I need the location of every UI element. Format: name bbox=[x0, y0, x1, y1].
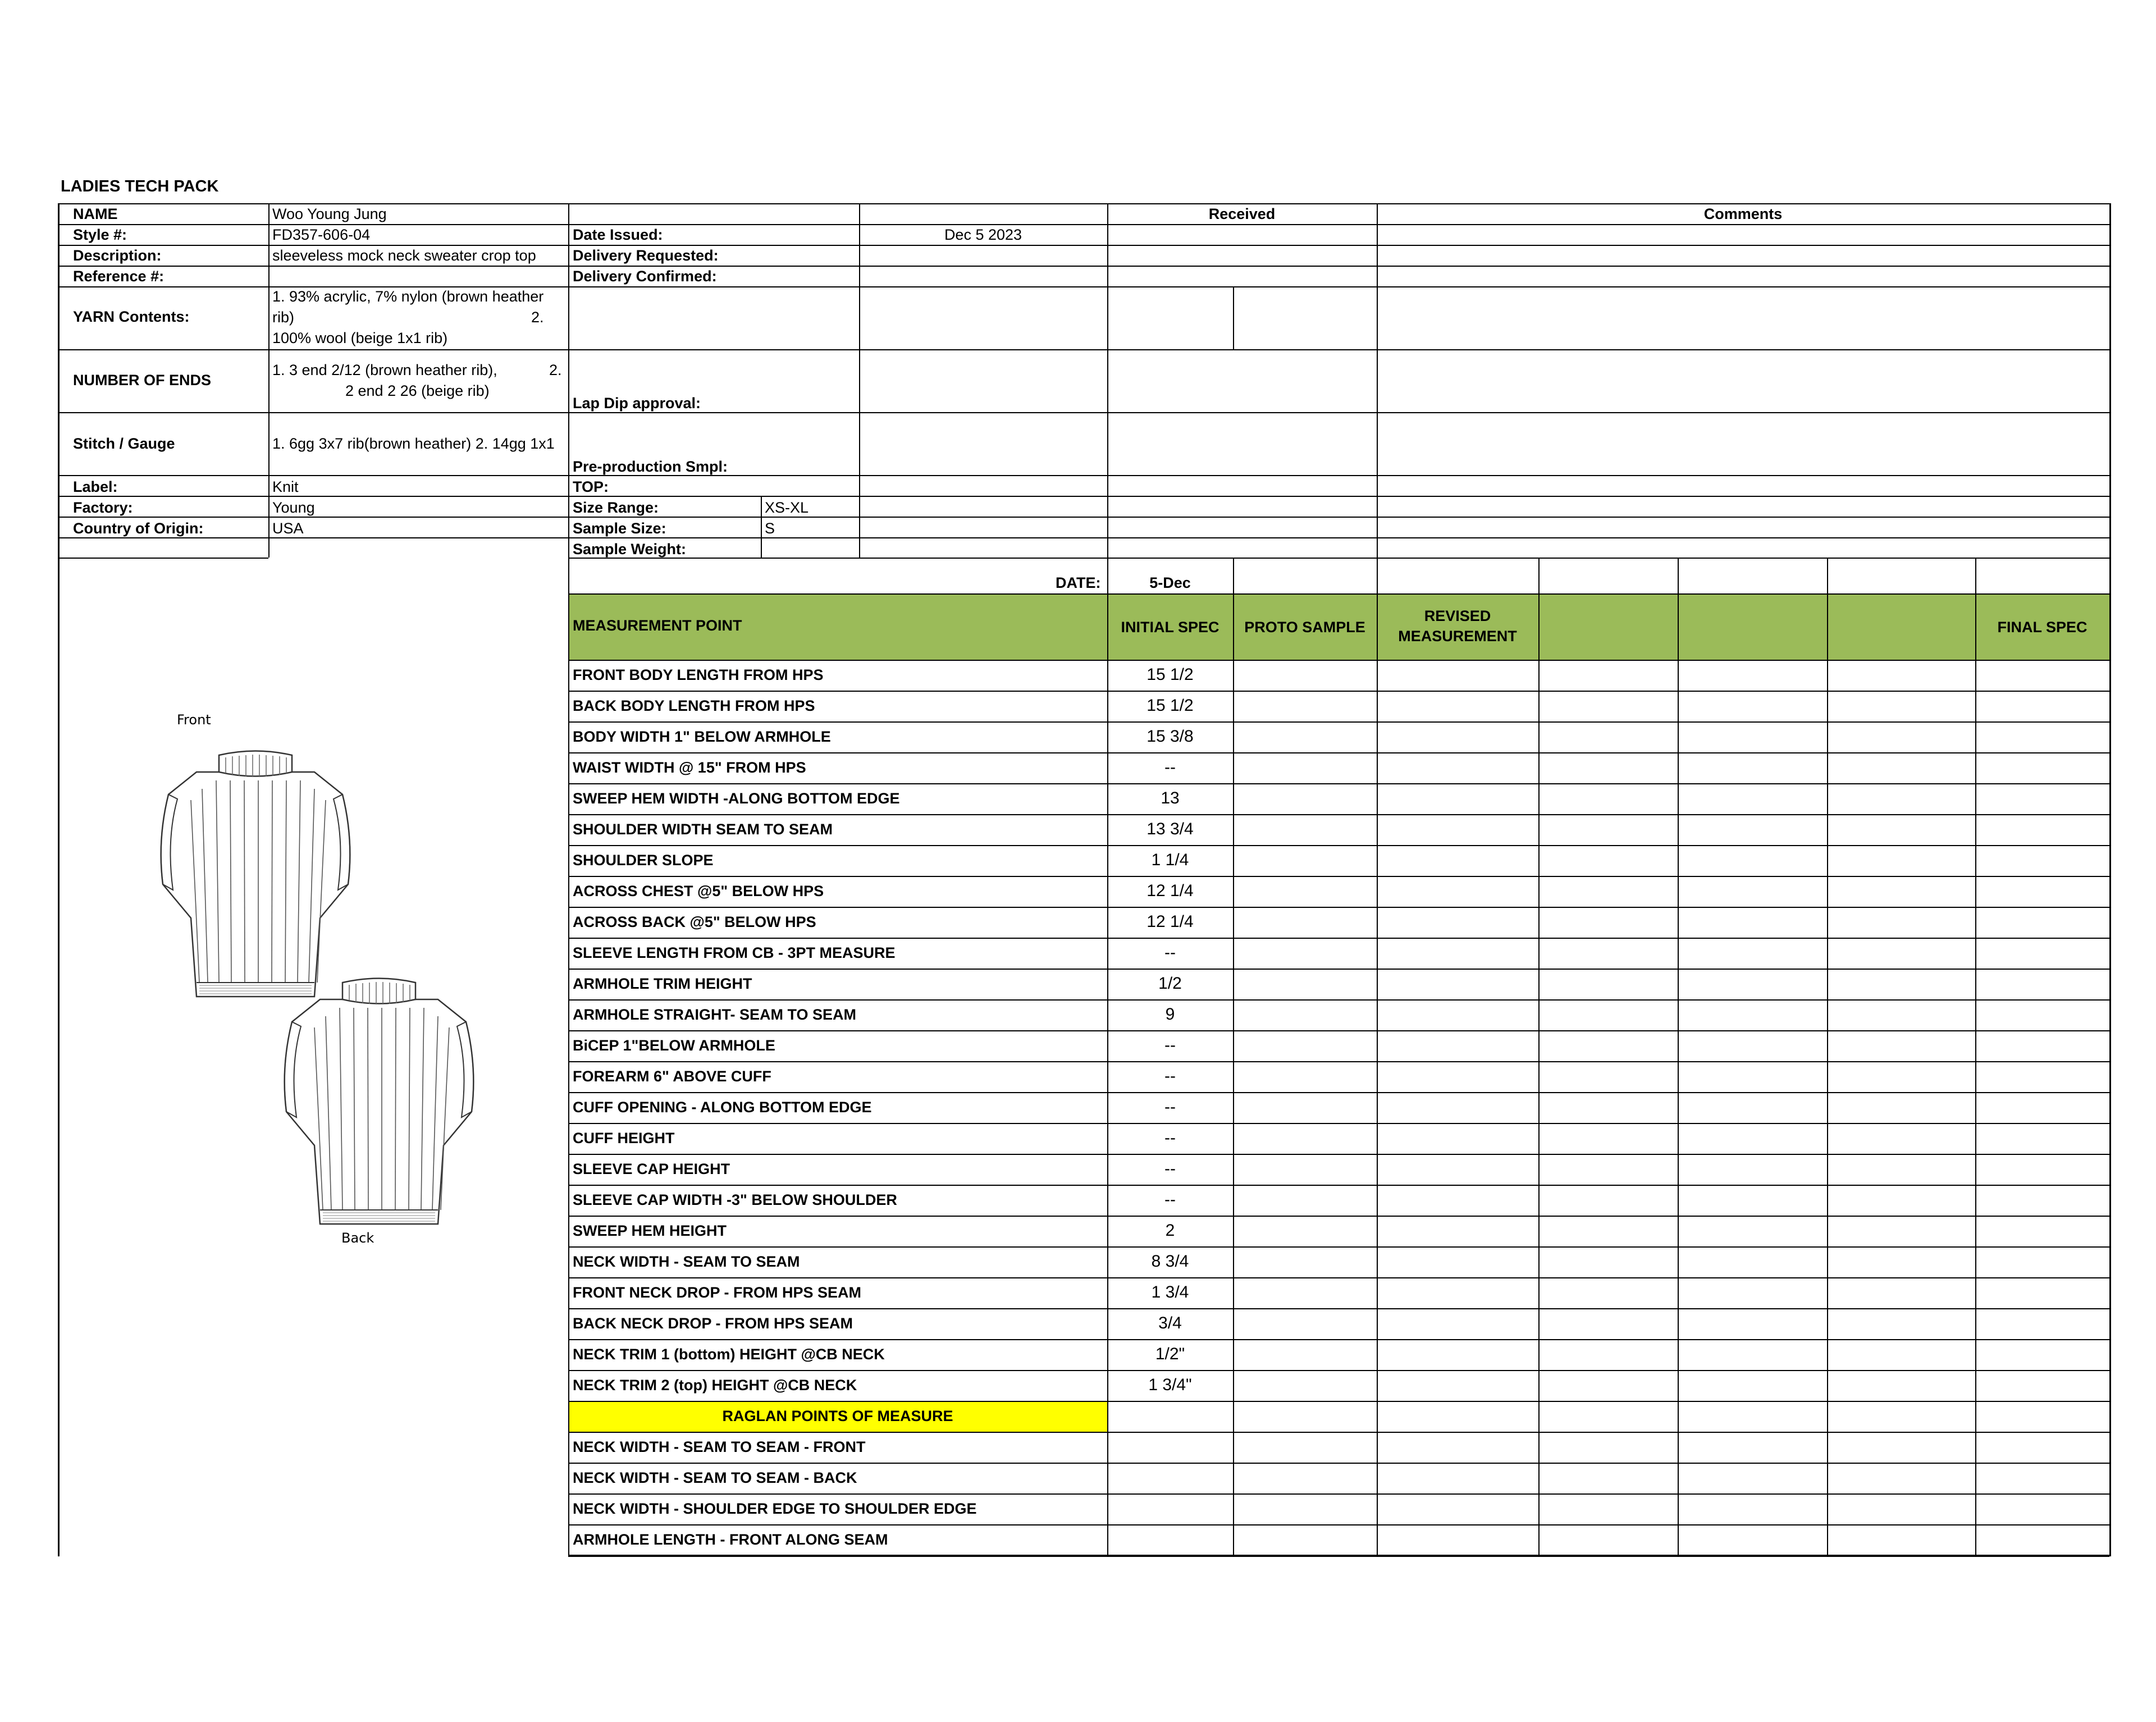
label-value: Knit bbox=[272, 478, 299, 495]
sample-weight-label: Sample Weight: bbox=[573, 541, 687, 558]
measurement-point: FOREARM 6" ABOVE CUFF bbox=[573, 1068, 771, 1085]
grid-line bbox=[568, 1246, 2109, 1248]
grid-line bbox=[568, 691, 2109, 692]
grid-line bbox=[859, 203, 860, 558]
grid-line bbox=[58, 245, 2109, 246]
measurement-point: ARMHOLE TRIM HEIGHT bbox=[573, 975, 752, 992]
raglan-measurement-point: NECK WIDTH - SHOULDER EDGE TO SHOULDER EDGE bbox=[573, 1500, 977, 1517]
grid-line bbox=[568, 660, 2109, 661]
grid-line bbox=[568, 1370, 2109, 1371]
measurement-point: SWEEP HEM HEIGHT bbox=[573, 1222, 727, 1239]
measurement-point: FRONT BODY LENGTH FROM HPS bbox=[573, 666, 824, 683]
grid-line bbox=[568, 1277, 2109, 1278]
ends-line-2: 2 end 2 26 (beige rib) bbox=[345, 382, 490, 399]
grid-line bbox=[568, 1061, 2109, 1062]
grid-line bbox=[568, 752, 2109, 753]
initial-spec-value: 1 1/4 bbox=[1151, 851, 1189, 869]
grid-line bbox=[58, 517, 2109, 518]
initial-spec-value: 2 bbox=[1165, 1221, 1175, 1240]
measurement-point: ACROSS BACK @5" BELOW HPS bbox=[573, 913, 816, 930]
measurement-point: NECK TRIM 2 (top) HEIGHT @CB NECK bbox=[573, 1377, 857, 1394]
delivery-confirmed-label: Delivery Confirmed: bbox=[573, 268, 717, 285]
measurement-point: BACK BODY LENGTH FROM HPS bbox=[573, 697, 815, 714]
garment-sketch bbox=[129, 702, 477, 1252]
grid-line bbox=[568, 1308, 2109, 1309]
stitch-label: Stitch / Gauge bbox=[73, 435, 175, 452]
reference-label: Reference #: bbox=[73, 268, 165, 285]
grid-line bbox=[568, 1493, 2109, 1495]
size-range-value: XS-XL bbox=[765, 499, 809, 516]
sample-size-label: Sample Size: bbox=[573, 520, 666, 537]
lap-dip-label: Lap Dip approval: bbox=[573, 395, 701, 412]
measurement-point: CUFF HEIGHT bbox=[573, 1130, 675, 1147]
yarn-line-3: 100% wool (beige 1x1 rib) bbox=[272, 330, 448, 346]
raglan-header: RAGLAN POINTS OF MEASURE bbox=[722, 1408, 953, 1424]
country-value: USA bbox=[272, 520, 304, 537]
grid-line bbox=[859, 558, 2109, 559]
col-revised-line-1: REVISED bbox=[1424, 608, 1491, 624]
page-title: LADIES TECH PACK bbox=[61, 177, 219, 195]
initial-spec-value: 13 bbox=[1161, 789, 1180, 807]
measurement-point: BACK NECK DROP - FROM HPS SEAM bbox=[573, 1315, 853, 1332]
measurement-point: NECK WIDTH - SEAM TO SEAM bbox=[573, 1253, 800, 1270]
back-label: Back bbox=[341, 1230, 374, 1246]
grid-line bbox=[1827, 558, 1828, 1556]
measurement-point: SHOULDER SLOPE bbox=[573, 852, 714, 869]
raglan-measurement-point: ARMHOLE LENGTH - FRONT ALONG SEAM bbox=[573, 1531, 888, 1548]
grid-line bbox=[58, 412, 2109, 413]
grid-line bbox=[58, 266, 2109, 267]
measurement-point: SLEEVE LENGTH FROM CB - 3PT MEASURE bbox=[573, 944, 896, 961]
date-label: DATE: bbox=[1056, 574, 1101, 591]
label-label: Label: bbox=[73, 478, 118, 495]
measurement-point: SWEEP HEM WIDTH -ALONG BOTTOM EDGE bbox=[573, 790, 900, 807]
grid-line bbox=[1107, 203, 1108, 1556]
grid-line bbox=[568, 876, 2109, 877]
grid-line bbox=[568, 593, 2109, 595]
initial-spec-value: -- bbox=[1164, 943, 1176, 962]
grid-line bbox=[568, 558, 859, 559]
grid-line bbox=[568, 1432, 2109, 1433]
grid-line bbox=[58, 203, 2109, 204]
measurement-point: SLEEVE CAP HEIGHT bbox=[573, 1161, 730, 1177]
grid-line bbox=[568, 1123, 2109, 1124]
top-label: TOP: bbox=[573, 478, 609, 495]
measurement-point: CUFF OPENING - ALONG BOTTOM EDGE bbox=[573, 1099, 872, 1116]
measurement-point: WAIST WIDTH @ 15" FROM HPS bbox=[573, 759, 806, 776]
col-initial-spec: INITIAL SPEC bbox=[1121, 619, 1219, 636]
ends-label: NUMBER OF ENDS bbox=[73, 372, 212, 389]
grid-line bbox=[568, 783, 2109, 784]
measurement-point: ACROSS CHEST @5" BELOW HPS bbox=[573, 883, 824, 899]
initial-spec-value: -- bbox=[1164, 1098, 1176, 1116]
grid-line bbox=[568, 845, 2109, 846]
grid-line bbox=[568, 999, 2109, 1001]
preproduction-label: Pre-production Smpl: bbox=[573, 458, 728, 475]
initial-spec-value: 12 1/4 bbox=[1146, 912, 1194, 931]
grid-line bbox=[1538, 558, 1540, 1556]
style-label: Style #: bbox=[73, 226, 127, 243]
grid-line bbox=[568, 938, 2109, 939]
initial-spec-value: 1 3/4" bbox=[1148, 1376, 1192, 1394]
measurement-point: BiCEP 1"BELOW ARMHOLE bbox=[573, 1037, 775, 1054]
grid-line bbox=[568, 1555, 2109, 1557]
measurement-point: NECK TRIM 1 (bottom) HEIGHT @CB NECK bbox=[573, 1346, 885, 1363]
grid-line bbox=[1233, 286, 1234, 349]
initial-spec-value: -- bbox=[1164, 1129, 1176, 1147]
measurement-point: ARMHOLE STRAIGHT- SEAM TO SEAM bbox=[573, 1006, 857, 1023]
initial-spec-value: -- bbox=[1164, 1067, 1176, 1085]
initial-spec-value: 1/2 bbox=[1158, 974, 1182, 993]
grid-line bbox=[58, 475, 2109, 476]
front-label: Front bbox=[177, 712, 211, 728]
grid-line bbox=[568, 1154, 2109, 1155]
initial-spec-value: 1 3/4 bbox=[1151, 1283, 1189, 1301]
grid-line bbox=[568, 1339, 2109, 1340]
grid-line bbox=[58, 224, 2109, 225]
yarn-line-2a: rib) bbox=[272, 309, 294, 326]
grid-line bbox=[58, 286, 2109, 287]
initial-spec-value: -- bbox=[1164, 1159, 1176, 1178]
grid-line bbox=[58, 496, 2109, 497]
style-value: FD357-606-04 bbox=[272, 226, 371, 243]
grid-line bbox=[568, 1463, 2109, 1464]
size-range-label: Size Range: bbox=[573, 499, 659, 516]
grid-line bbox=[1233, 558, 1234, 1556]
grid-line bbox=[568, 203, 569, 1556]
grid-line bbox=[1678, 558, 1679, 1556]
stitch-value: 1. 6gg 3x7 rib(brown heather) 2. 14gg 1x1 bbox=[272, 435, 555, 452]
grid-line bbox=[58, 537, 2109, 538]
sweater-drawing bbox=[129, 702, 477, 1252]
grid-line bbox=[568, 1030, 2109, 1031]
country-label: Country of Origin: bbox=[73, 520, 204, 537]
initial-spec-value: 15 1/2 bbox=[1146, 665, 1194, 684]
yarn-line-2b: 2. bbox=[531, 309, 544, 326]
grid-line bbox=[568, 969, 2109, 970]
initial-spec-value: 8 3/4 bbox=[1151, 1252, 1189, 1271]
grid-line bbox=[1975, 558, 1976, 1556]
sample-size-value: S bbox=[765, 520, 775, 537]
initial-spec-value: 1/2" bbox=[1155, 1345, 1185, 1363]
grid-line bbox=[568, 1401, 2109, 1402]
description-value: sleeveless mock neck sweater crop top bbox=[272, 247, 536, 264]
measurement-point: BODY WIDTH 1" BELOW ARMHOLE bbox=[573, 728, 831, 745]
initial-spec-value: 9 bbox=[1165, 1005, 1175, 1024]
grid-line bbox=[568, 721, 2109, 723]
factory-value: Young bbox=[272, 499, 315, 516]
name-value: Woo Young Jung bbox=[272, 205, 387, 222]
grid-line bbox=[568, 1524, 2109, 1525]
grid-line bbox=[268, 203, 270, 558]
factory-label: Factory: bbox=[73, 499, 133, 516]
name-label: NAME bbox=[73, 205, 118, 222]
grid-line bbox=[2109, 203, 2111, 558]
date-value: 5-Dec bbox=[1149, 574, 1191, 591]
grid-line bbox=[2109, 558, 2111, 1556]
raglan-measurement-point: NECK WIDTH - SEAM TO SEAM - BACK bbox=[573, 1469, 857, 1486]
measurement-point: SLEEVE CAP WIDTH -3" BELOW SHOULDER bbox=[573, 1191, 897, 1208]
delivery-requested-label: Delivery Requested: bbox=[573, 247, 719, 264]
yarn-label: YARN Contents: bbox=[73, 308, 190, 325]
initial-spec-value: 15 3/8 bbox=[1146, 727, 1194, 746]
ends-line-1b: 2. bbox=[549, 362, 562, 378]
grid-line bbox=[568, 1185, 2109, 1186]
received-header: Received bbox=[1208, 205, 1276, 222]
date-issued-value: Dec 5 2023 bbox=[944, 226, 1022, 243]
grid-line bbox=[1377, 203, 1378, 1556]
comments-header: Comments bbox=[1703, 205, 1783, 222]
grid-line bbox=[58, 203, 60, 1556]
measurement-point: FRONT NECK DROP - FROM HPS SEAM bbox=[573, 1284, 862, 1301]
col-measurement-point: MEASUREMENT POINT bbox=[573, 617, 742, 634]
col-revised-line-2: MEASUREMENT bbox=[1398, 628, 1517, 645]
grid-line bbox=[568, 1216, 2109, 1217]
col-final-spec: FINAL SPEC bbox=[1997, 619, 2088, 636]
col-proto-sample: PROTO SAMPLE bbox=[1244, 619, 1365, 636]
initial-spec-value: 13 3/4 bbox=[1146, 820, 1194, 838]
initial-spec-value: -- bbox=[1164, 1190, 1176, 1209]
yarn-line-1: 1. 93% acrylic, 7% nylon (brown heather bbox=[272, 288, 544, 305]
raglan-measurement-point: NECK WIDTH - SEAM TO SEAM - FRONT bbox=[573, 1438, 866, 1455]
initial-spec-value: -- bbox=[1164, 758, 1176, 777]
grid-line bbox=[568, 1092, 2109, 1093]
initial-spec-value: -- bbox=[1164, 1036, 1176, 1054]
initial-spec-value: 12 1/4 bbox=[1146, 881, 1194, 900]
ends-line-1a: 1. 3 end 2/12 (brown heather rib), bbox=[272, 362, 497, 378]
grid-line bbox=[761, 496, 762, 558]
grid-line bbox=[568, 907, 2109, 908]
initial-spec-value: 15 1/2 bbox=[1146, 696, 1194, 715]
description-label: Description: bbox=[73, 247, 162, 264]
grid-line bbox=[58, 558, 268, 559]
measurement-point: SHOULDER WIDTH SEAM TO SEAM bbox=[573, 821, 833, 838]
date-issued-label: Date Issued: bbox=[573, 226, 663, 243]
grid-line bbox=[568, 814, 2109, 815]
grid-line bbox=[58, 349, 2109, 350]
initial-spec-value: 3/4 bbox=[1158, 1314, 1182, 1332]
